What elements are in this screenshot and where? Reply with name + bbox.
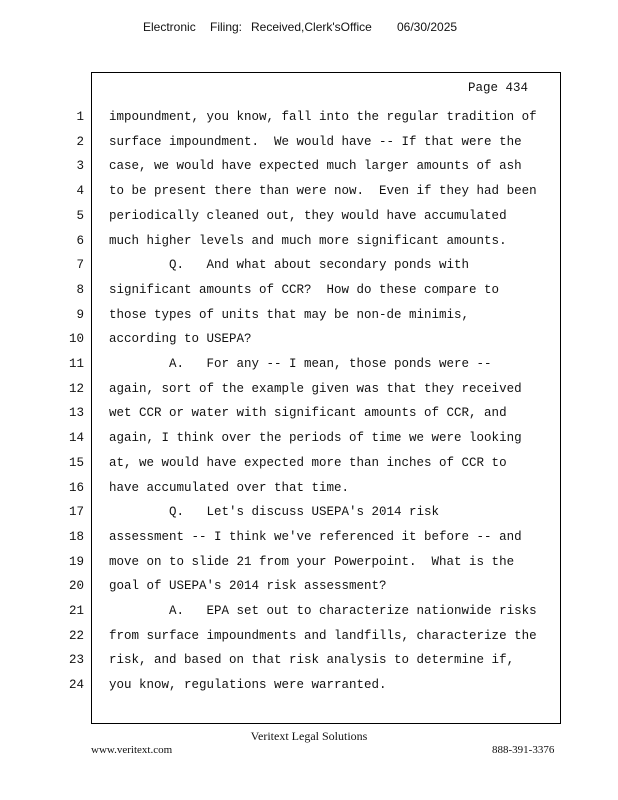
header-received: Received,Clerk'sOffice xyxy=(251,20,372,34)
line-number: 24 xyxy=(68,678,84,692)
line-number: 18 xyxy=(68,530,84,544)
line-number: 23 xyxy=(68,653,84,667)
transcript-line: again, I think over the periods of time we were looking xyxy=(109,431,522,445)
transcript-line: risk, and based on that risk analysis to determine if, xyxy=(109,653,515,667)
transcript-line: significant amounts of CCR? How do these compare to xyxy=(109,283,500,297)
line-number: 20 xyxy=(68,579,84,593)
transcript-line: Q. Let's discuss USEPA's 2014 risk xyxy=(109,505,440,519)
footer-website: www.veritext.com xyxy=(91,744,173,756)
footer-company: Veritext Legal Solutions xyxy=(250,729,368,743)
transcript-line: you know, regulations were warranted. xyxy=(109,678,387,692)
line-number: 13 xyxy=(68,406,84,420)
transcript-line: periodically cleaned out, they would have accumulated xyxy=(109,209,507,223)
page-number: Page 434 xyxy=(468,81,529,95)
line-number: 1 xyxy=(76,110,84,124)
line-number: 10 xyxy=(68,332,84,346)
transcript-line: surface impoundment. We would have -- If that were the xyxy=(109,135,522,149)
transcript-line: A. For any -- I mean, those ponds were -- xyxy=(109,357,492,371)
transcript-line: A. EPA set out to characterize nationwide risks xyxy=(109,604,537,618)
transcript-line: again, sort of the example given was that they received xyxy=(109,382,522,396)
transcript-line: from surface impoundments and landfills, characterize the xyxy=(109,629,537,643)
line-number: 4 xyxy=(76,184,84,198)
line-number: 12 xyxy=(68,382,84,396)
transcript-line: according to USEPA? xyxy=(109,332,252,346)
header-filing: Filing: xyxy=(210,20,243,34)
line-number: 6 xyxy=(76,234,84,248)
header-date: 06/30/2025 xyxy=(397,20,458,34)
line-number: 7 xyxy=(76,258,84,272)
line-number: 5 xyxy=(76,209,84,223)
transcript-line: Q. And what about secondary ponds with xyxy=(109,258,470,272)
transcript-line: case, we would have expected much larger amounts of ash xyxy=(109,159,522,173)
line-number: 8 xyxy=(76,283,84,297)
header-electronic: Electronic xyxy=(143,20,196,34)
filing-header xyxy=(0,20,618,38)
transcript-line: assessment -- I think we've referenced it before -- and xyxy=(109,530,522,544)
line-number: 16 xyxy=(68,481,84,495)
line-number: 15 xyxy=(68,456,84,470)
transcript-line: move on to slide 21 from your Powerpoint. What is the xyxy=(109,555,515,569)
line-number: 19 xyxy=(68,555,84,569)
line-number: 14 xyxy=(68,431,84,445)
line-number: 3 xyxy=(76,159,84,173)
line-number: 9 xyxy=(76,308,84,322)
line-number: 21 xyxy=(68,604,84,618)
line-number: 2 xyxy=(76,135,84,149)
transcript-line: goal of USEPA's 2014 risk assessment? xyxy=(109,579,387,593)
transcript-line: to be present there than were now. Even if they had been xyxy=(109,184,537,198)
line-number: 11 xyxy=(68,357,84,371)
transcript-line: at, we would have expected more than inches of CCR to xyxy=(109,456,507,470)
transcript-line: impoundment, you know, fall into the regular tradition of xyxy=(109,110,537,124)
line-number: 17 xyxy=(68,505,84,519)
transcript-line: have accumulated over that time. xyxy=(109,481,350,495)
footer-phone: 888-391-3376 xyxy=(492,744,555,756)
transcript-line: much higher levels and much more significant amounts. xyxy=(109,234,507,248)
line-number: 22 xyxy=(68,629,84,643)
transcript-line: wet CCR or water with significant amounts of CCR, and xyxy=(109,406,507,420)
transcript-line: those types of units that may be non-de minimis, xyxy=(109,308,470,322)
